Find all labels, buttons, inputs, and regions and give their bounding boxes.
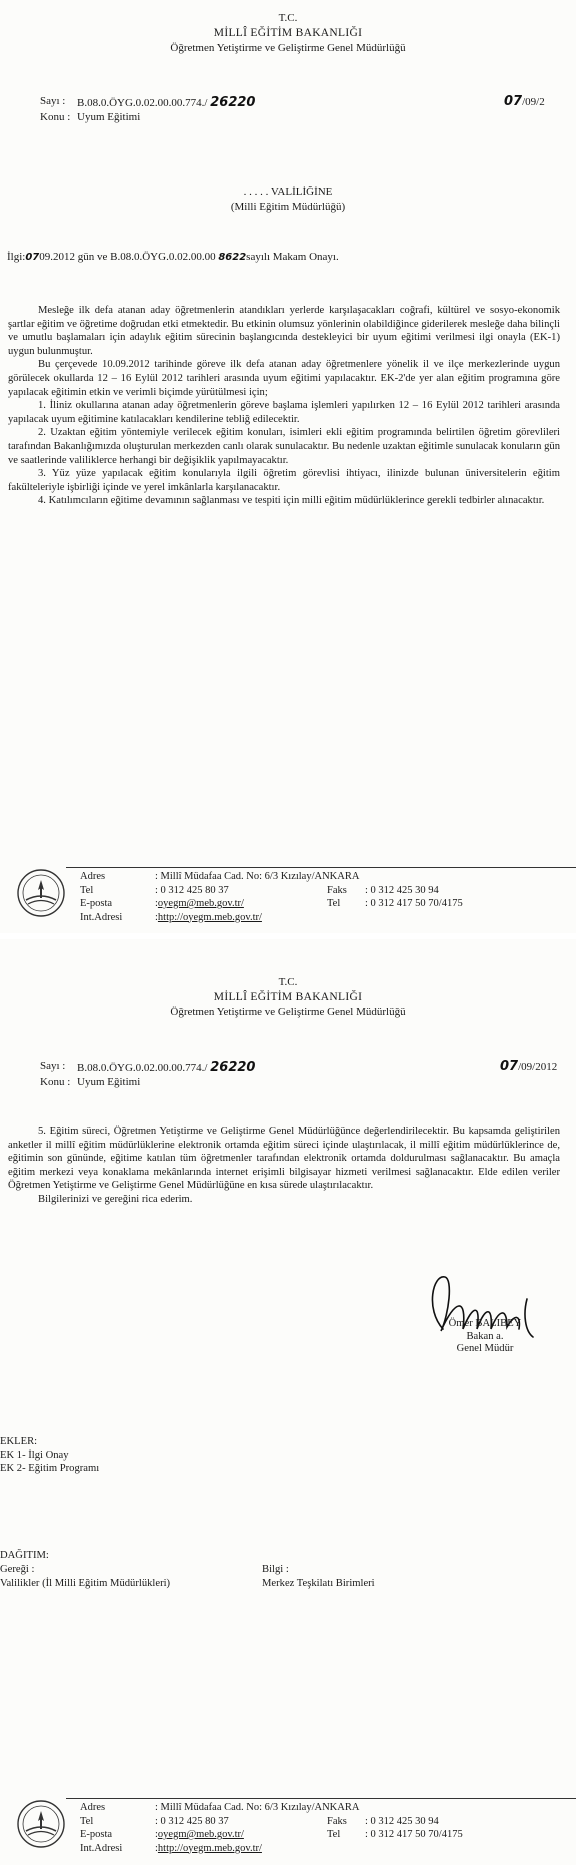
konu-value: Uyum Eğitimi (77, 111, 141, 123)
tel-value: : 0 312 425 80 37 (155, 1815, 229, 1827)
header-tc: T.C. (278, 976, 298, 988)
int-value: : http://oyegm.meb.gov.tr/ (155, 1842, 262, 1854)
tel2-value: : 0 312 417 50 70/4175 (365, 1829, 463, 1840)
signer-name: Ömer BALIBEY (448, 1318, 522, 1329)
page-2-body (8, 1125, 560, 1207)
header-directorate: Öğretmen Yetiştirme ve Geliştirme Genel Müdürlüğü (170, 1006, 406, 1018)
sayi-number: B.08.0.ÖYG.0.02.00.00.774./ (77, 1062, 208, 1074)
distribution-heading: DAĞITIM: (0, 1550, 49, 1561)
footer-rule (66, 1798, 576, 1799)
sayi-handwritten: 26220 (210, 95, 256, 110)
sayi-number: B.08.0.ÖYG.0.02.00.00.774./ (77, 97, 208, 109)
bilgi-label: Bilgi : (262, 1564, 289, 1575)
tel-label: Tel (80, 884, 94, 896)
adres-value: : Millî Müdafaa Cad. No: 6/3 Kızılay/ANKARA (155, 1802, 360, 1813)
date-handwritten: 07 (504, 94, 523, 109)
ilgi-prefix: İlgi: (7, 251, 26, 263)
addressee-line-1: . . . . . VALİLİĞİNE (243, 186, 333, 198)
eposta-link[interactable]: oyegm@meb.gov.tr/ (157, 898, 244, 909)
attachments-heading: EKLER: (0, 1436, 38, 1447)
tel-label: Tel (80, 1815, 94, 1827)
letter-page-2 (0, 939, 576, 1865)
eposta-link[interactable]: oyegm@meb.gov.tr/ (157, 1829, 244, 1840)
eposta-value: : oyegm@meb.gov.tr/ (155, 1829, 244, 1840)
date (504, 94, 545, 109)
paragraph: 1. İliniz okullarına atanan aday öğretmenlerin göreve başlama işlemleri yapılırken 12 – 16 Eylül 2012 tarihleri arasında yapılacak uyum eğitimine katılacakları kendilerine tebliğ edilecektir. (8, 400, 560, 425)
adres-value: : Millî Müdafaa Cad. No: 6/3 Kızılay/ANKARA (155, 871, 360, 882)
faks-value: : 0 312 425 30 94 (365, 884, 439, 896)
sayi-label: Sayı : (40, 1060, 66, 1072)
header-tc: T.C. (278, 12, 298, 24)
konu-label: Konu : (40, 1076, 71, 1088)
tel-value: : 0 312 425 80 37 (155, 884, 229, 896)
paragraph: 4. Katılımcıların eğitime devamının sağlanması ve tespiti için milli eğitim müdürlüklerince gerekli tedbirler alınacaktır. (38, 495, 545, 507)
paragraph: 5. Eğitim süreci, Öğretmen Yetiştirme ve Geliştirme Genel Müdürlüğünce değerlendirilecektir. Bu kapsamda geliştirilen anketler il millî eğitim müdürlüklerine elektronik ortamda eğitim süreci içinde ulaştırılacak, il millî eğitim müdürlüklerince de, eğitimin son gününde, eğitime katılan tüm öğretmenler tarafından elektronik ortamda doldurulması sağlanacaktır. Bu amaçla eğitim merkezi veya konaklama mekânlarında internet erişimli bilgisayar hizmeti verilmesi sağlanacaktır. Elde edilen veriler Öğretmen Yetiştirme ve Geliştirme Genel Müdürlüğüne en kısa sürede ulaştırılacaktır. (8, 1126, 560, 1192)
int-label: Int.Adresi (80, 911, 123, 923)
sayi-label: Sayı : (40, 95, 66, 107)
ilgi-hand-1: 07 (25, 252, 40, 263)
eposta-value: : oyegm@meb.gov.tr/ (155, 898, 244, 909)
konu-value: Uyum Eğitimi (77, 1076, 141, 1088)
tel2-label: Tel (327, 898, 341, 909)
website-link[interactable]: http://oyegm.meb.gov.tr/ (157, 1842, 262, 1854)
konu-label: Konu : (40, 111, 71, 123)
addressee-line-2: (Milli Eğitim Müdürlüğü) (230, 201, 346, 213)
bilgi-value: Merkez Teşkilatı Birimleri (262, 1578, 375, 1589)
date-rest: /09/2012 (518, 1061, 558, 1073)
int-label: Int.Adresi (80, 1842, 123, 1854)
paragraph: 3. Yüz yüze yapılacak eğitim konularıyla ilgili öğretim görevlisi ihtiyacı, ilinizde bulunan üniversitelerin eğitim fakülteleriyle işbirliği içinde ve yerel imkânlarla karşılanacaktır. (8, 468, 560, 493)
paragraph: Bilgilerinizi ve gereğini rica ederim. (38, 1193, 193, 1205)
eposta-label: E-posta (80, 898, 113, 909)
date (500, 1059, 557, 1074)
int-value: : http://oyegm.meb.gov.tr/ (155, 911, 262, 923)
sayi-value (77, 1060, 255, 1075)
date-rest: /09/2 (522, 96, 545, 108)
ilgi-hand-2: 8622 (218, 252, 247, 263)
faks-value: : 0 312 425 30 94 (365, 1815, 439, 1827)
eposta-label: E-posta (80, 1829, 113, 1840)
paragraph: Mesleğe ilk defa atanan aday öğretmenlerin atandıkları yerlerde karşılaşacakları coğrafi, kültürel ve sosyo-ekonomik şartlar eğitim ve öğretime doğrudan etki etmektedir. Bu etkinin olumsuz yönlerinin olabildiğince giderilerek mesleğe daha bilinçli ve umutlu başlamaları için adaylık eğitim sürecinin başlangıcında destekleyici bir uyum eğitimi verilmesi ilgi onayla (EK-1) uygun bulunmuştur. (8, 305, 560, 357)
date-handwritten: 07 (500, 1059, 519, 1074)
meb-logo-icon (16, 868, 66, 923)
tel2-value: : 0 312 417 50 70/4175 (365, 898, 463, 909)
sayi-value (77, 95, 255, 110)
adres-label: Adres (80, 871, 106, 882)
attachment-item: EK 2- Eğitim Programı (0, 1463, 100, 1474)
ilgi-line (7, 251, 339, 263)
paragraph: Bu çerçevede 10.09.2012 tarihinde göreve ilk defa atanan aday öğretmenlere yönelik il ve ilçe merkezlerinde uygun görülecek okullarda 12 – 16 Eylül 2012 tarihleri arasında uyum eğitimi yapılacaktır. EK-2'de yer alan eğitim programına göre yapılacak eğitimin etkin ve verimli biçimde yürütülmesi için; (8, 359, 560, 398)
footer-rule (66, 867, 576, 868)
ilgi-suffix: sayılı Makam Onayı. (246, 251, 339, 263)
ilgi-mid: 09.2012 gün ve B.08.0.ÖYG.0.02.00.00 (39, 251, 216, 263)
distribution (0, 1549, 576, 1609)
paragraph: 2. Uzaktan eğitim yöntemiyle verilecek eğitim konuları, isimleri ekli eğitim programında belirtilen öğretim görevlileri tarafından Bakanlığımızda oluşturulan merkezden canlı olarak sunulacaktır. Bu nedenle uzaktan eğitimle sunulacak konuların gün ve saatlerinde valiliklerce herhangi bir değişiklik yapılmayacaktır. (8, 427, 560, 466)
attachment-item: EK 1- İlgi Onay (0, 1449, 69, 1461)
header-ministry: MİLLÎ EĞİTİM BAKANLIĞI (213, 27, 363, 39)
meb-logo-icon (16, 1799, 66, 1854)
signer-title-2: Genel Müdür (456, 1343, 514, 1354)
gere-value: Valilikler (İl Milli Eğitim Müdürlükleri) (0, 1578, 171, 1589)
signer-title-1: Bakan a. (466, 1330, 504, 1342)
attachments (0, 1435, 99, 1476)
header-directorate: Öğretmen Yetiştirme ve Geliştirme Genel Müdürlüğü (170, 42, 406, 54)
gere-label: Gereği : (0, 1564, 35, 1575)
adres-label: Adres (80, 1802, 106, 1813)
header-ministry: MİLLÎ EĞİTİM BAKANLIĞI (213, 991, 363, 1003)
signature-block (430, 1318, 540, 1356)
faks-label: Faks (327, 1815, 347, 1827)
sayi-handwritten: 26220 (210, 1060, 256, 1075)
page-1-body (8, 304, 560, 508)
website-link[interactable]: http://oyegm.meb.gov.tr/ (157, 911, 262, 923)
tel2-label: Tel (327, 1829, 341, 1840)
faks-label: Faks (327, 884, 347, 896)
